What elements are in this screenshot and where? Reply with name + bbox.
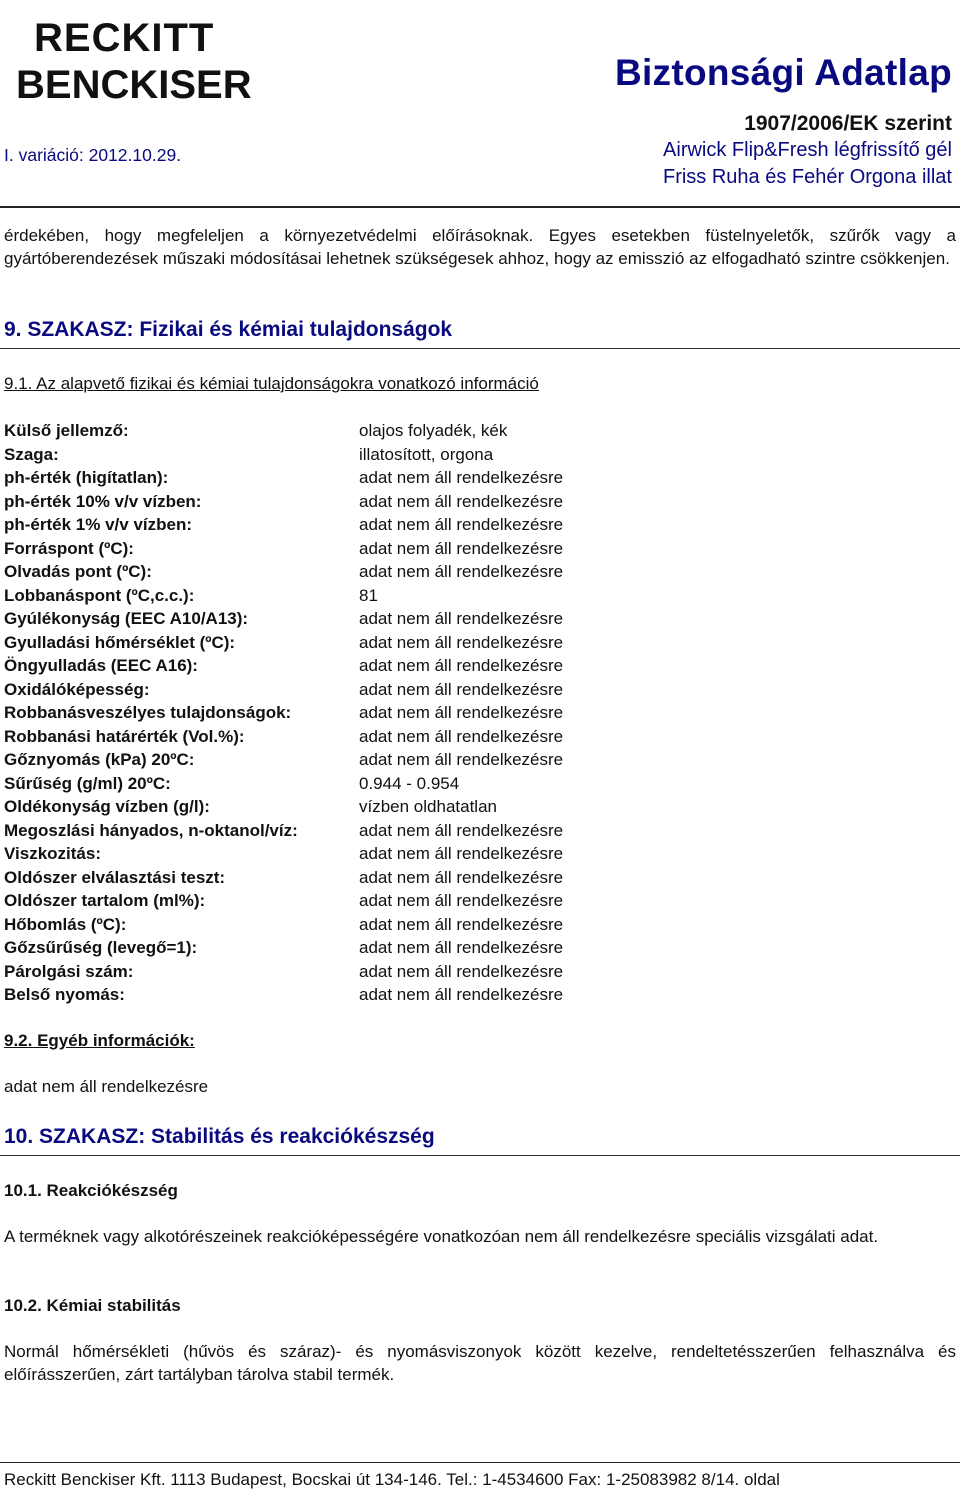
property-label: Robbanásveszélyes tulajdonságok: bbox=[4, 703, 292, 722]
property-value: adat nem áll rendelkezésre bbox=[359, 538, 564, 558]
property-label: Viszkozitás: bbox=[4, 844, 102, 863]
property-label: Oxidálóképesség: bbox=[4, 679, 150, 699]
property-row bbox=[4, 654, 944, 678]
property-row bbox=[4, 607, 944, 631]
property-value: adat nem áll rendelkezésre bbox=[359, 515, 564, 534]
page-footer: Reckitt Benckiser Kft. 1113 Budapest, Bocskai út 134-146. Tel.: 1-4534600 Fax: 1-25083982 8/14. oldal bbox=[4, 1470, 780, 1489]
section-10-2-text: Normál hőmérsékleti (hűvös és száraz)- és nyomásviszonyok között kezelve, rendeltetésszerűen felhasználva és előírásszerűen, zárt tartályban tárolva stabil termék. bbox=[4, 1342, 956, 1384]
property-label: Gyúlékonyság (EEC A10/A13): bbox=[4, 609, 249, 628]
company-logo bbox=[14, 10, 299, 105]
section-9-2-heading: 9.2. Egyéb információk: bbox=[4, 1031, 195, 1050]
property-label: Hőbomlás (ºC): bbox=[4, 914, 127, 934]
property-value: adat nem áll rendelkezésre bbox=[359, 820, 564, 840]
properties-table bbox=[4, 419, 944, 1007]
property-row bbox=[4, 819, 944, 843]
property-row bbox=[4, 419, 944, 443]
property-row bbox=[4, 631, 944, 655]
property-value: adat nem áll rendelkezésre bbox=[359, 961, 564, 981]
product-name-line-1: Airwick Flip&Fresh légfrissítő gél bbox=[663, 139, 952, 161]
property-label: Gőznyomás (kPa) 20ºC: bbox=[4, 750, 195, 769]
property-value: adat nem áll rendelkezésre bbox=[359, 632, 564, 652]
property-label: Olvadás pont (ºC): bbox=[4, 562, 152, 581]
property-label: Robbanási határérték (Vol.%): bbox=[4, 726, 245, 746]
property-label: Belső nyomás: bbox=[4, 985, 125, 1004]
property-value: adat nem áll rendelkezésre bbox=[359, 491, 564, 511]
property-label: Megoszlási hányados, n-oktanol/víz: bbox=[4, 820, 298, 840]
property-value: adat nem áll rendelkezésre bbox=[359, 656, 564, 675]
property-row bbox=[4, 960, 944, 984]
property-label: ph-érték 10% v/v vízben: bbox=[4, 491, 202, 511]
property-value: adat nem áll rendelkezésre bbox=[359, 562, 564, 581]
property-label: Párolgási szám: bbox=[4, 961, 134, 981]
logo-line-2: BENCKISER bbox=[16, 63, 252, 105]
section-9-title: 9. SZAKASZ: Fizikai és kémiai tulajdonságok bbox=[4, 318, 453, 341]
property-row bbox=[4, 701, 944, 725]
property-row bbox=[4, 560, 944, 584]
property-label: ph-érték (higítatlan): bbox=[4, 468, 169, 487]
property-value: adat nem áll rendelkezésre bbox=[359, 468, 564, 487]
logo-line-1: RECKITT bbox=[34, 16, 215, 60]
property-label: ph-érték 1% v/v vízben: bbox=[4, 515, 193, 534]
section-9-2-text: adat nem áll rendelkezésre bbox=[4, 1077, 209, 1096]
section-10-1-heading: 10.1. Reakciókészség bbox=[4, 1181, 178, 1200]
property-row bbox=[4, 889, 944, 913]
property-value: adat nem áll rendelkezésre bbox=[359, 726, 564, 746]
property-value: adat nem áll rendelkezésre bbox=[359, 679, 564, 699]
section-10-divider bbox=[0, 1155, 960, 1156]
property-row bbox=[4, 913, 944, 937]
property-value: 81 bbox=[359, 585, 378, 605]
property-label: Gőzsűrűség (levegő=1): bbox=[4, 938, 198, 957]
section-9-divider bbox=[0, 348, 960, 349]
property-row bbox=[4, 725, 944, 749]
property-label: Oldószer tartalom (ml%): bbox=[4, 891, 206, 910]
property-label: Öngyulladás (EEC A16): bbox=[4, 656, 198, 675]
property-row bbox=[4, 678, 944, 702]
footer-divider bbox=[0, 1462, 960, 1463]
property-value: adat nem áll rendelkezésre bbox=[359, 985, 564, 1004]
section-10-title: 10. SZAKASZ: Stabilitás és reakciókészség bbox=[4, 1125, 435, 1148]
header-divider bbox=[0, 206, 960, 208]
property-value: adat nem áll rendelkezésre bbox=[359, 703, 564, 722]
section-9-1-number: 9.1. bbox=[4, 374, 33, 393]
property-value: adat nem áll rendelkezésre bbox=[359, 891, 564, 910]
property-row bbox=[4, 795, 944, 819]
property-label: Lobbanáspont (ºC,c.c.): bbox=[4, 585, 195, 605]
property-row bbox=[4, 866, 944, 890]
document-title: Biztonsági Adatlap bbox=[614, 52, 952, 93]
property-label: Gyulladási hőmérséklet (ºC): bbox=[4, 632, 236, 652]
property-row bbox=[4, 842, 944, 866]
regulation-label: 1907/2006/EK szerint bbox=[744, 112, 952, 135]
property-label: Sűrűség (g/ml) 20ºC: bbox=[4, 773, 171, 793]
intro-paragraph: érdekében, hogy megfeleljen a környezetvédelmi előírásoknak. Egyes esetekben füstelnyeletők, szűrők vagy a gyártóberendezések műszaki módosításai lehetnek szükségesek ahhoz, hogy az emisszió az elfogadható szintre csökkenjen. bbox=[4, 226, 956, 268]
property-row bbox=[4, 772, 944, 796]
property-row bbox=[4, 490, 944, 514]
property-row bbox=[4, 537, 944, 561]
section-10-1-text: A terméknek vagy alkotórészeinek reakcióképességére vonatkozóan nem áll rendelkezésre speciális vizsgálati adat. bbox=[4, 1227, 879, 1246]
property-label: Forráspont (ºC): bbox=[4, 538, 134, 558]
section-10-2-heading: 10.2. Kémiai stabilitás bbox=[4, 1296, 181, 1315]
property-label: Oldószer elválasztási teszt: bbox=[4, 867, 226, 887]
property-value: 0.944 - 0.954 bbox=[359, 773, 460, 793]
property-value: adat nem áll rendelkezésre bbox=[359, 750, 564, 769]
property-row bbox=[4, 466, 944, 490]
property-value: olajos folyadék, kék bbox=[359, 421, 508, 440]
property-value: vízben oldhatatlan bbox=[359, 797, 497, 816]
property-value: illatosított, orgona bbox=[359, 444, 494, 464]
property-row bbox=[4, 983, 944, 1007]
property-label: Külső jellemző: bbox=[4, 421, 129, 440]
section-9-1-title: Az alapvető fizikai és kémiai tulajdonságokra vonatkozó információ bbox=[32, 374, 539, 393]
property-value: adat nem áll rendelkezésre bbox=[359, 938, 564, 957]
property-value: adat nem áll rendelkezésre bbox=[359, 914, 564, 934]
property-row bbox=[4, 443, 944, 467]
property-row bbox=[4, 936, 944, 960]
property-label: Szaga: bbox=[4, 444, 59, 464]
variation-date: I. variáció: 2012.10.29. bbox=[4, 145, 182, 165]
property-value: adat nem áll rendelkezésre bbox=[359, 844, 564, 863]
property-value: adat nem áll rendelkezésre bbox=[359, 867, 564, 887]
property-row bbox=[4, 584, 944, 608]
section-9-1-heading bbox=[4, 374, 539, 394]
property-row bbox=[4, 513, 944, 537]
property-label: Oldékonyság vízben (g/l): bbox=[4, 797, 210, 816]
property-value: adat nem áll rendelkezésre bbox=[359, 609, 564, 628]
property-row bbox=[4, 748, 944, 772]
product-name-line-2: Friss Ruha és Fehér Orgona illat bbox=[662, 166, 952, 188]
